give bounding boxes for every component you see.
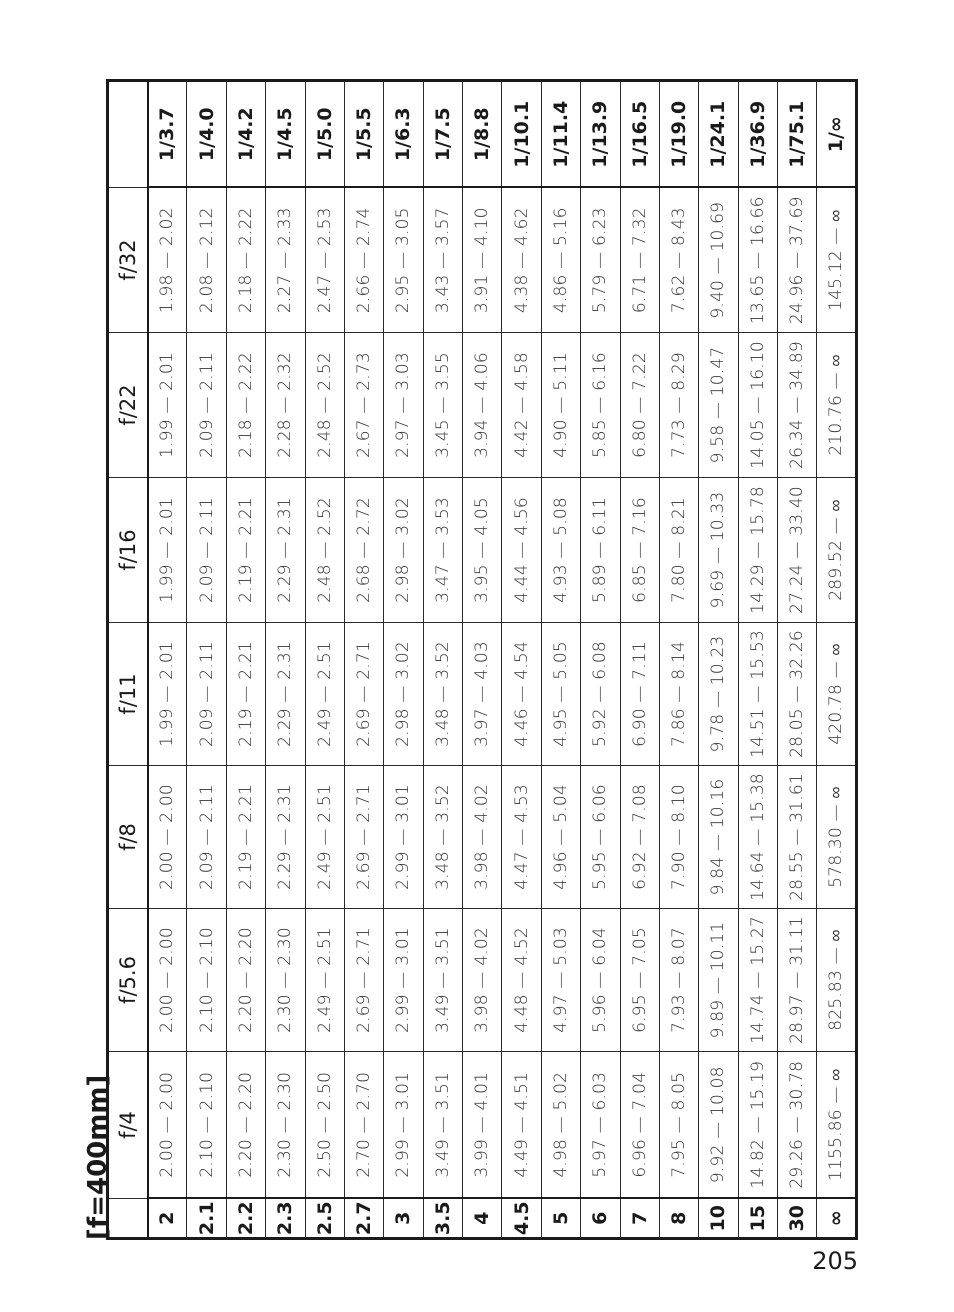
dof-range-cell: 14.05 — 16.10 [738, 333, 777, 478]
shutter-speed-cell: 1/∞ [817, 81, 857, 188]
dof-range-cell: 3.99 — 4.01 [463, 1052, 502, 1199]
distance-cell: 10 [699, 1199, 738, 1239]
dof-range-cell: 2.49 — 2.51 [305, 909, 344, 1052]
dof-range-cell: 3.97 — 4.03 [463, 623, 502, 766]
dof-range-cell: 28.05 — 32.26 [778, 623, 817, 766]
dof-range-cell: 4.46 — 4.54 [502, 623, 541, 766]
dof-range-cell: 6.95 — 7.05 [620, 909, 659, 1052]
shutter-speed-cell: 1/3.7 [148, 81, 187, 188]
page-number: 205 [812, 1247, 858, 1275]
dof-range-cell: 3.91 — 4.10 [463, 188, 502, 333]
dof-range-cell: 3.98 — 4.02 [463, 909, 502, 1052]
distance-cell: 2.1 [187, 1199, 226, 1239]
dof-range-cell: 5.96 — 6.04 [581, 909, 620, 1052]
dof-range-cell: 2.49 — 2.51 [305, 623, 344, 766]
dof-range-cell: 2.99 — 3.01 [384, 766, 423, 909]
dof-range-cell: 4.38 — 4.62 [502, 188, 541, 333]
dof-range-cell: 289.52 — ∞ [817, 478, 857, 623]
depth-of-field-table-container [106, 82, 858, 1240]
dof-range-cell: 27.24 — 33.40 [778, 478, 817, 623]
dof-range-cell: 825.83 — ∞ [817, 909, 857, 1052]
distance-cell: ∞ [817, 1199, 857, 1239]
dof-range-cell: 4.95 — 5.05 [541, 623, 580, 766]
corner-cell [108, 1199, 148, 1239]
shutter-speed-cell: 1/24.1 [699, 81, 738, 188]
distance-cell: 3 [384, 1199, 423, 1239]
dof-range-cell: 2.09 — 2.11 [187, 478, 226, 623]
dof-range-cell: 420.78 — ∞ [817, 623, 857, 766]
page-title: [f=400mm] [83, 1074, 113, 1240]
dof-range-cell: 14.82 — 15.19 [738, 1052, 777, 1199]
dof-range-cell: 4.47 — 4.53 [502, 766, 541, 909]
aperture-header: f/32 [108, 188, 148, 333]
shutter-speed-cell: 1/4.5 [266, 81, 305, 188]
dof-range-cell: 4.42 — 4.58 [502, 333, 541, 478]
shutter-speed-cell: 1/5.5 [344, 81, 383, 188]
dof-range-cell: 24.96 — 37.69 [778, 188, 817, 333]
dof-range-cell: 2.30 — 2.30 [266, 1052, 305, 1199]
dof-range-cell: 2.29 — 2.31 [266, 766, 305, 909]
dof-range-cell: 2.20 — 2.20 [226, 1052, 265, 1199]
dof-range-cell: 4.49 — 4.51 [502, 1052, 541, 1199]
dof-range-cell: 2.09 — 2.11 [187, 623, 226, 766]
table-row [187, 81, 226, 1239]
dof-range-cell: 1155.86 — ∞ [817, 1052, 857, 1199]
dof-range-cell: 2.69 — 2.71 [344, 623, 383, 766]
dof-range-cell: 1.99 — 2.01 [148, 623, 187, 766]
dof-range-cell: 7.73 — 8.29 [659, 333, 698, 478]
dof-range-cell: 9.69 — 10.33 [699, 478, 738, 623]
shutter-speed-cell: 1/19.0 [659, 81, 698, 188]
dof-range-cell: 4.98 — 5.02 [541, 1052, 580, 1199]
dof-range-cell: 14.29 — 15.78 [738, 478, 777, 623]
distance-cell: 2.7 [344, 1199, 383, 1239]
dof-range-cell: 2.95 — 3.05 [384, 188, 423, 333]
shutter-speed-cell: 1/13.9 [581, 81, 620, 188]
shutter-speed-cell: 1/75.1 [778, 81, 817, 188]
dof-range-cell: 28.97 — 31.11 [778, 909, 817, 1052]
depth-of-field-table [106, 79, 858, 1240]
table-row [659, 81, 698, 1239]
shutter-speed-cell: 1/6.3 [384, 81, 423, 188]
dof-range-cell: 6.96 — 7.04 [620, 1052, 659, 1199]
dof-range-cell: 2.19 — 2.21 [226, 766, 265, 909]
dof-range-cell: 2.47 — 2.53 [305, 188, 344, 333]
shutter-speed-cell: 1/4.2 [226, 81, 265, 188]
aperture-header: f/11 [108, 623, 148, 766]
dof-range-cell: 4.48 — 4.52 [502, 909, 541, 1052]
aperture-header: f/4 [108, 1052, 148, 1199]
dof-range-cell: 7.86 — 8.14 [659, 623, 698, 766]
dof-range-cell: 14.64 — 15.38 [738, 766, 777, 909]
dof-range-cell: 9.92 — 10.08 [699, 1052, 738, 1199]
dof-range-cell: 2.70 — 2.70 [344, 1052, 383, 1199]
shutter-header-cell [108, 81, 148, 188]
dof-range-cell: 2.00 — 2.00 [148, 909, 187, 1052]
distance-cell: 30 [778, 1199, 817, 1239]
dof-range-cell: 26.34 — 34.89 [778, 333, 817, 478]
dof-range-cell: 1.99 — 2.01 [148, 478, 187, 623]
distance-cell: 2.5 [305, 1199, 344, 1239]
table-row [423, 81, 462, 1239]
dof-range-cell: 2.08 — 2.12 [187, 188, 226, 333]
shutter-speed-cell: 1/5.0 [305, 81, 344, 188]
dof-range-cell: 7.80 — 8.21 [659, 478, 698, 623]
shutter-speed-cell: 1/16.5 [620, 81, 659, 188]
dof-range-cell: 14.51 — 15.53 [738, 623, 777, 766]
table-row [778, 81, 817, 1239]
dof-range-cell: 7.62 — 8.43 [659, 188, 698, 333]
table-row [305, 81, 344, 1239]
dof-range-cell: 29.26 — 30.78 [778, 1052, 817, 1199]
dof-range-cell: 5.89 — 6.11 [581, 478, 620, 623]
shutter-speed-cell: 1/36.9 [738, 81, 777, 188]
dof-range-cell: 145.12 — ∞ [817, 188, 857, 333]
table-row [817, 81, 857, 1239]
header-row [108, 81, 148, 1239]
distance-cell: 5 [541, 1199, 580, 1239]
table-row [266, 81, 305, 1239]
dof-range-cell: 4.90 — 5.11 [541, 333, 580, 478]
dof-range-cell: 5.79 — 6.23 [581, 188, 620, 333]
dof-range-cell: 5.85 — 6.16 [581, 333, 620, 478]
dof-range-cell: 2.49 — 2.51 [305, 766, 344, 909]
dof-range-cell: 9.84 — 10.16 [699, 766, 738, 909]
dof-range-cell: 6.71 — 7.32 [620, 188, 659, 333]
dof-range-cell: 2.27 — 2.33 [266, 188, 305, 333]
dof-range-cell: 2.99 — 3.01 [384, 909, 423, 1052]
dof-range-cell: 4.44 — 4.56 [502, 478, 541, 623]
dof-range-cell: 5.95 — 6.06 [581, 766, 620, 909]
dof-range-cell: 2.97 — 3.03 [384, 333, 423, 478]
shutter-speed-cell: 1/8.8 [463, 81, 502, 188]
dof-range-cell: 2.19 — 2.21 [226, 478, 265, 623]
table-row [463, 81, 502, 1239]
dof-range-cell: 3.45 — 3.55 [423, 333, 462, 478]
dof-range-cell: 6.80 — 7.22 [620, 333, 659, 478]
dof-range-cell: 3.95 — 4.05 [463, 478, 502, 623]
dof-range-cell: 2.48 — 2.52 [305, 478, 344, 623]
dof-range-cell: 4.93 — 5.08 [541, 478, 580, 623]
dof-range-cell: 3.48 — 3.52 [423, 766, 462, 909]
dof-range-cell: 2.09 — 2.11 [187, 766, 226, 909]
dof-range-cell: 210.76 — ∞ [817, 333, 857, 478]
table-row [148, 81, 187, 1239]
dof-range-cell: 5.97 — 6.03 [581, 1052, 620, 1199]
distance-cell: 2 [148, 1199, 187, 1239]
table-row [699, 81, 738, 1239]
aperture-header: f/16 [108, 478, 148, 623]
shutter-speed-cell: 1/7.5 [423, 81, 462, 188]
aperture-header: f/5.6 [108, 909, 148, 1052]
dof-range-cell: 2.69 — 2.71 [344, 909, 383, 1052]
table-row [620, 81, 659, 1239]
dof-range-cell: 2.18 — 2.22 [226, 188, 265, 333]
shutter-speed-cell: 1/10.1 [502, 81, 541, 188]
distance-cell: 15 [738, 1199, 777, 1239]
dof-range-cell: 2.19 — 2.21 [226, 623, 265, 766]
dof-range-cell: 2.98 — 3.02 [384, 623, 423, 766]
dof-range-cell: 6.92 — 7.08 [620, 766, 659, 909]
dof-range-cell: 3.48 — 3.52 [423, 623, 462, 766]
dof-range-cell: 3.98 — 4.02 [463, 766, 502, 909]
table-row [541, 81, 580, 1239]
dof-range-cell: 2.00 — 2.00 [148, 1052, 187, 1199]
shutter-speed-cell: 1/4.0 [187, 81, 226, 188]
dof-range-cell: 28.55 — 31.61 [778, 766, 817, 909]
dof-range-cell: 9.40 — 10.69 [699, 188, 738, 333]
dof-range-cell: 2.30 — 2.30 [266, 909, 305, 1052]
dof-range-cell: 4.97 — 5.03 [541, 909, 580, 1052]
dof-range-cell: 13.65 — 16.66 [738, 188, 777, 333]
dof-range-cell: 2.10 — 2.10 [187, 1052, 226, 1199]
dof-range-cell: 4.96 — 5.04 [541, 766, 580, 909]
table-row [738, 81, 777, 1239]
dof-range-cell: 2.20 — 2.20 [226, 909, 265, 1052]
dof-range-cell: 6.85 — 7.16 [620, 478, 659, 623]
table-body [148, 81, 857, 1239]
dof-range-cell: 14.74 — 15.27 [738, 909, 777, 1052]
dof-range-cell: 2.48 — 2.52 [305, 333, 344, 478]
dof-range-cell: 7.90 — 8.10 [659, 766, 698, 909]
distance-cell: 4.5 [502, 1199, 541, 1239]
dof-range-cell: 578.30 — ∞ [817, 766, 857, 909]
dof-range-cell: 3.43 — 3.57 [423, 188, 462, 333]
dof-range-cell: 2.67 — 2.73 [344, 333, 383, 478]
dof-range-cell: 4.86 — 5.16 [541, 188, 580, 333]
distance-cell: 2.3 [266, 1199, 305, 1239]
distance-cell: 3.5 [423, 1199, 462, 1239]
table-row [226, 81, 265, 1239]
dof-range-cell: 9.89 — 10.11 [699, 909, 738, 1052]
aperture-header: f/22 [108, 333, 148, 478]
dof-range-cell: 2.69 — 2.71 [344, 766, 383, 909]
dof-range-cell: 2.66 — 2.74 [344, 188, 383, 333]
dof-range-cell: 2.28 — 2.32 [266, 333, 305, 478]
dof-range-cell: 3.49 — 3.51 [423, 909, 462, 1052]
aperture-header: f/8 [108, 766, 148, 909]
dof-range-cell: 9.78 — 10.23 [699, 623, 738, 766]
table-row [384, 81, 423, 1239]
dof-range-cell: 7.93 — 8.07 [659, 909, 698, 1052]
dof-range-cell: 2.99 — 3.01 [384, 1052, 423, 1199]
dof-range-cell: 1.98 — 2.02 [148, 188, 187, 333]
distance-cell: 4 [463, 1199, 502, 1239]
dof-range-cell: 2.09 — 2.11 [187, 333, 226, 478]
dof-range-cell: 3.94 — 4.06 [463, 333, 502, 478]
dof-range-cell: 3.47 — 3.53 [423, 478, 462, 623]
table-row [344, 81, 383, 1239]
table-row [502, 81, 541, 1239]
dof-range-cell: 5.92 — 6.08 [581, 623, 620, 766]
dof-range-cell: 3.49 — 3.51 [423, 1052, 462, 1199]
distance-cell: 8 [659, 1199, 698, 1239]
dof-range-cell: 2.98 — 3.02 [384, 478, 423, 623]
distance-cell: 2.2 [226, 1199, 265, 1239]
dof-range-cell: 2.29 — 2.31 [266, 623, 305, 766]
distance-cell: 7 [620, 1199, 659, 1239]
dof-range-cell: 6.90 — 7.11 [620, 623, 659, 766]
table-row [581, 81, 620, 1239]
dof-range-cell: 2.00 — 2.00 [148, 766, 187, 909]
dof-range-cell: 1.99 — 2.01 [148, 333, 187, 478]
dof-range-cell: 2.29 — 2.31 [266, 478, 305, 623]
dof-range-cell: 9.58 — 10.47 [699, 333, 738, 478]
dof-range-cell: 2.10 — 2.10 [187, 909, 226, 1052]
dof-range-cell: 2.68 — 2.72 [344, 478, 383, 623]
dof-range-cell: 7.95 — 8.05 [659, 1052, 698, 1199]
dof-range-cell: 2.50 — 2.50 [305, 1052, 344, 1199]
dof-range-cell: 2.18 — 2.22 [226, 333, 265, 478]
shutter-speed-cell: 1/11.4 [541, 81, 580, 188]
distance-cell: 6 [581, 1199, 620, 1239]
